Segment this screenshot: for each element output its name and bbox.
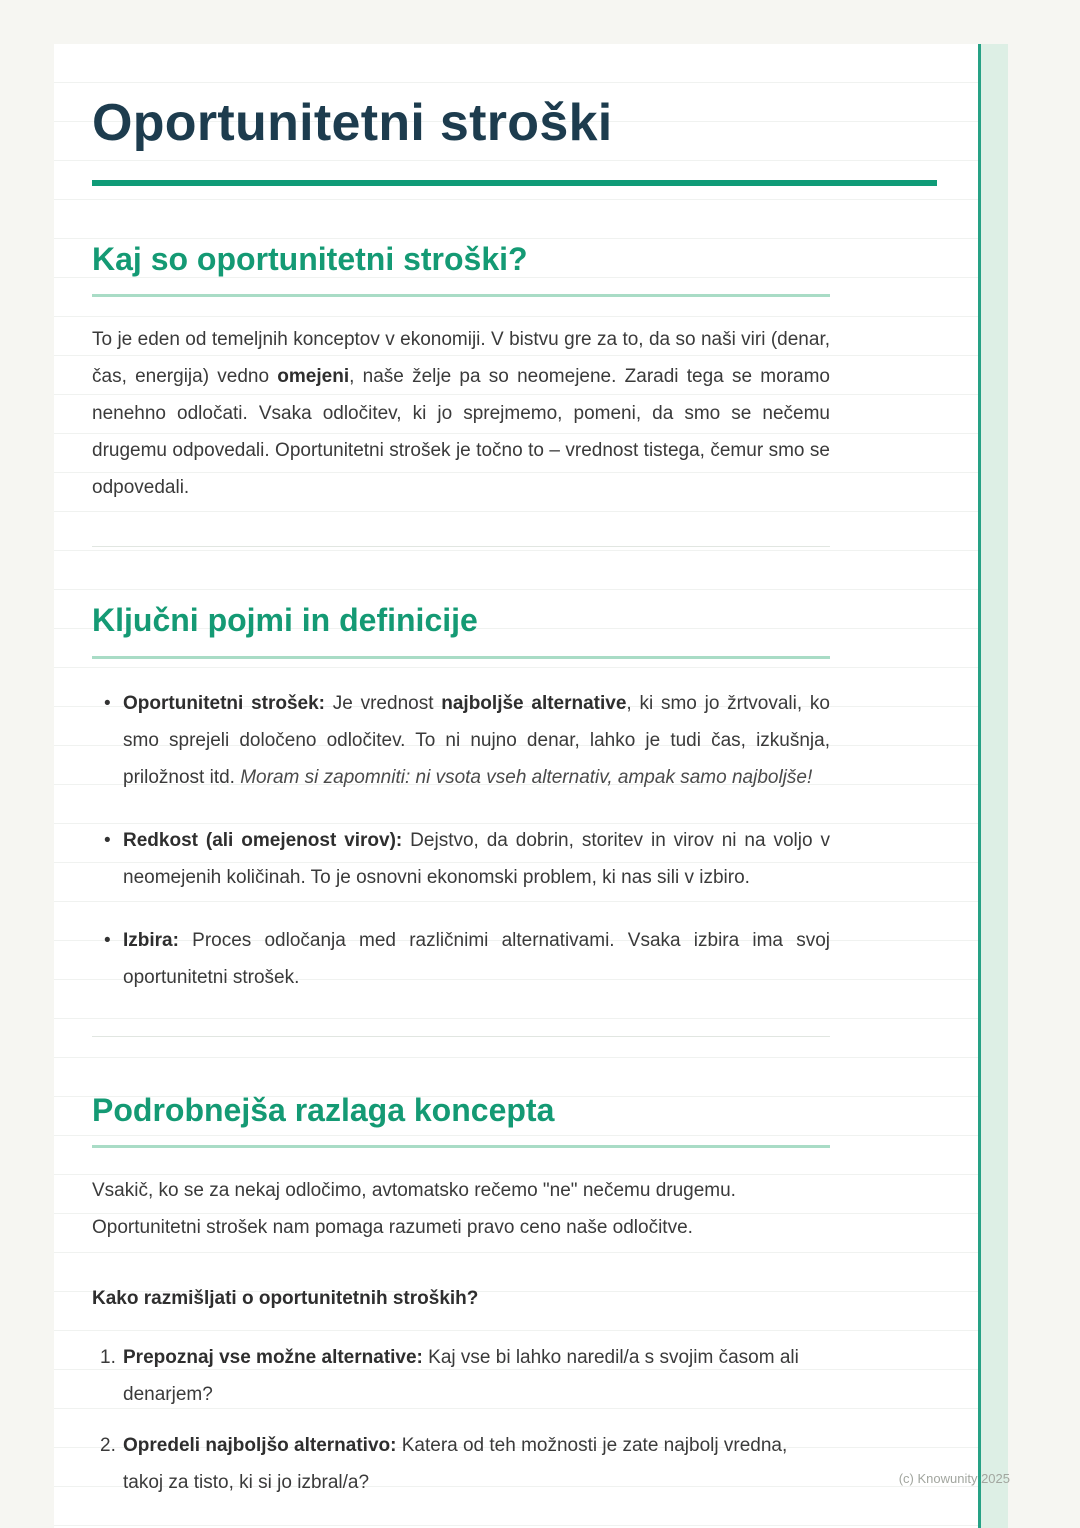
definition-list [92, 685, 830, 996]
section-detailed-explanation [92, 1091, 834, 1501]
bullet-text [123, 685, 830, 796]
copyright-footer: (c) Knowunity 2025 [898, 1471, 1010, 1486]
numbered-item [92, 1427, 830, 1501]
text-run-bold: Opredeli najboljšo alternativo: [123, 1434, 397, 1456]
list-item [92, 922, 830, 996]
text-run-bold: Oportunitetni strošek: [123, 692, 325, 714]
heading-underline [92, 1145, 830, 1148]
text-run: Vsakič, ko se za nekaj odločimo, avtomatsko rečemo "ne" nečemu drugemu. Oportunitetni strošek nam pomaga razumeti pravo ceno naše odločitve. [92, 1179, 736, 1238]
text-run-italic: Moram si zapomniti: ni vsota vseh alternativ, ampak samo najboljše! [240, 766, 813, 788]
bullet-text [123, 922, 830, 996]
sub-heading: Kako razmišljati o oportunitetnih stroških? [92, 1287, 479, 1309]
text-run-bold: Redkost (ali omejenost virov): [123, 829, 403, 851]
bullet-icon: • [104, 929, 111, 951]
text-run-bold: Prepoznaj vse možne alternative: [123, 1346, 423, 1368]
text-run: Kaj vse bi lahko naredil/a s svojim časom ali denarjem? [123, 1346, 799, 1405]
bullet-text [123, 822, 830, 896]
text-run: Je vrednost [325, 692, 442, 714]
item-number: 2. [100, 1434, 116, 1456]
text-run: Dejstvo, da dobrin, storitev in virov ni na voljo v neomejenih količinah. To je osnovni ekonomski problem, ki nas sili v izbiro. [123, 829, 830, 888]
list-item [92, 822, 830, 896]
section-divider [92, 546, 830, 547]
section-divider [92, 1036, 830, 1037]
title-underline-rule [92, 180, 937, 186]
section-heading: Podrobnejša razlaga koncepta [92, 1091, 555, 1128]
page-title: Oportunitetni stroški [92, 94, 613, 152]
text-run: , ki smo jo žrtvovali, ko smo sprejeli določeno odločitev. To ni nujno denar, lahko je tudi čas, izkušnja, priložnost itd. [123, 692, 830, 788]
text-run-bold: Izbira: [123, 929, 179, 951]
text-run-bold: najboljše alternative [441, 692, 627, 714]
right-accent-stripe [978, 44, 1008, 1528]
explanation-paragraph [92, 1172, 830, 1246]
item-number: 1. [100, 1346, 116, 1368]
bullet-icon: • [104, 829, 111, 851]
text-run: To je eden od temeljnih konceptov v ekonomiji. V bistvu gre za to, da so naši viri (denar, čas, energija) vedno [92, 329, 830, 388]
text-run: Katera od teh možnosti je zate najbolj vredna, takoj za tisto, ki si jo izbral/a? [123, 1434, 788, 1493]
text-run: Proces odločanja med različnimi alternativami. Vsaka izbira ima svoj oportunitetni strošek. [123, 929, 830, 988]
section-heading: Kaj so oportunitetni stroški? [92, 240, 528, 277]
numbered-text [123, 1339, 830, 1413]
bullet-icon: • [104, 692, 111, 714]
document-page [54, 44, 1008, 1528]
section-heading: Ključni pojmi in definicije [92, 602, 478, 639]
heading-underline [92, 656, 830, 659]
numbered-text [123, 1427, 830, 1501]
intro-paragraph [92, 321, 830, 506]
text-run-bold: omejeni [277, 366, 350, 388]
numbered-item [92, 1339, 830, 1413]
list-item [92, 685, 830, 796]
numbered-list [92, 1339, 830, 1501]
section-what-are-opportunity-costs [92, 240, 834, 506]
heading-underline [92, 294, 830, 297]
document-content [54, 44, 834, 1501]
text-run: , naše želje pa so neomejene. Zaradi tega se moramo nenehno odločati. Vsaka odločitev, ki jo sprejmemo, pomeni, da smo se nečemu drugemu odpovedali. Oportunitetni strošek je točno to – vrednost tistega, čemur smo se odpovedali. [92, 366, 830, 499]
section-key-terms [92, 601, 834, 995]
